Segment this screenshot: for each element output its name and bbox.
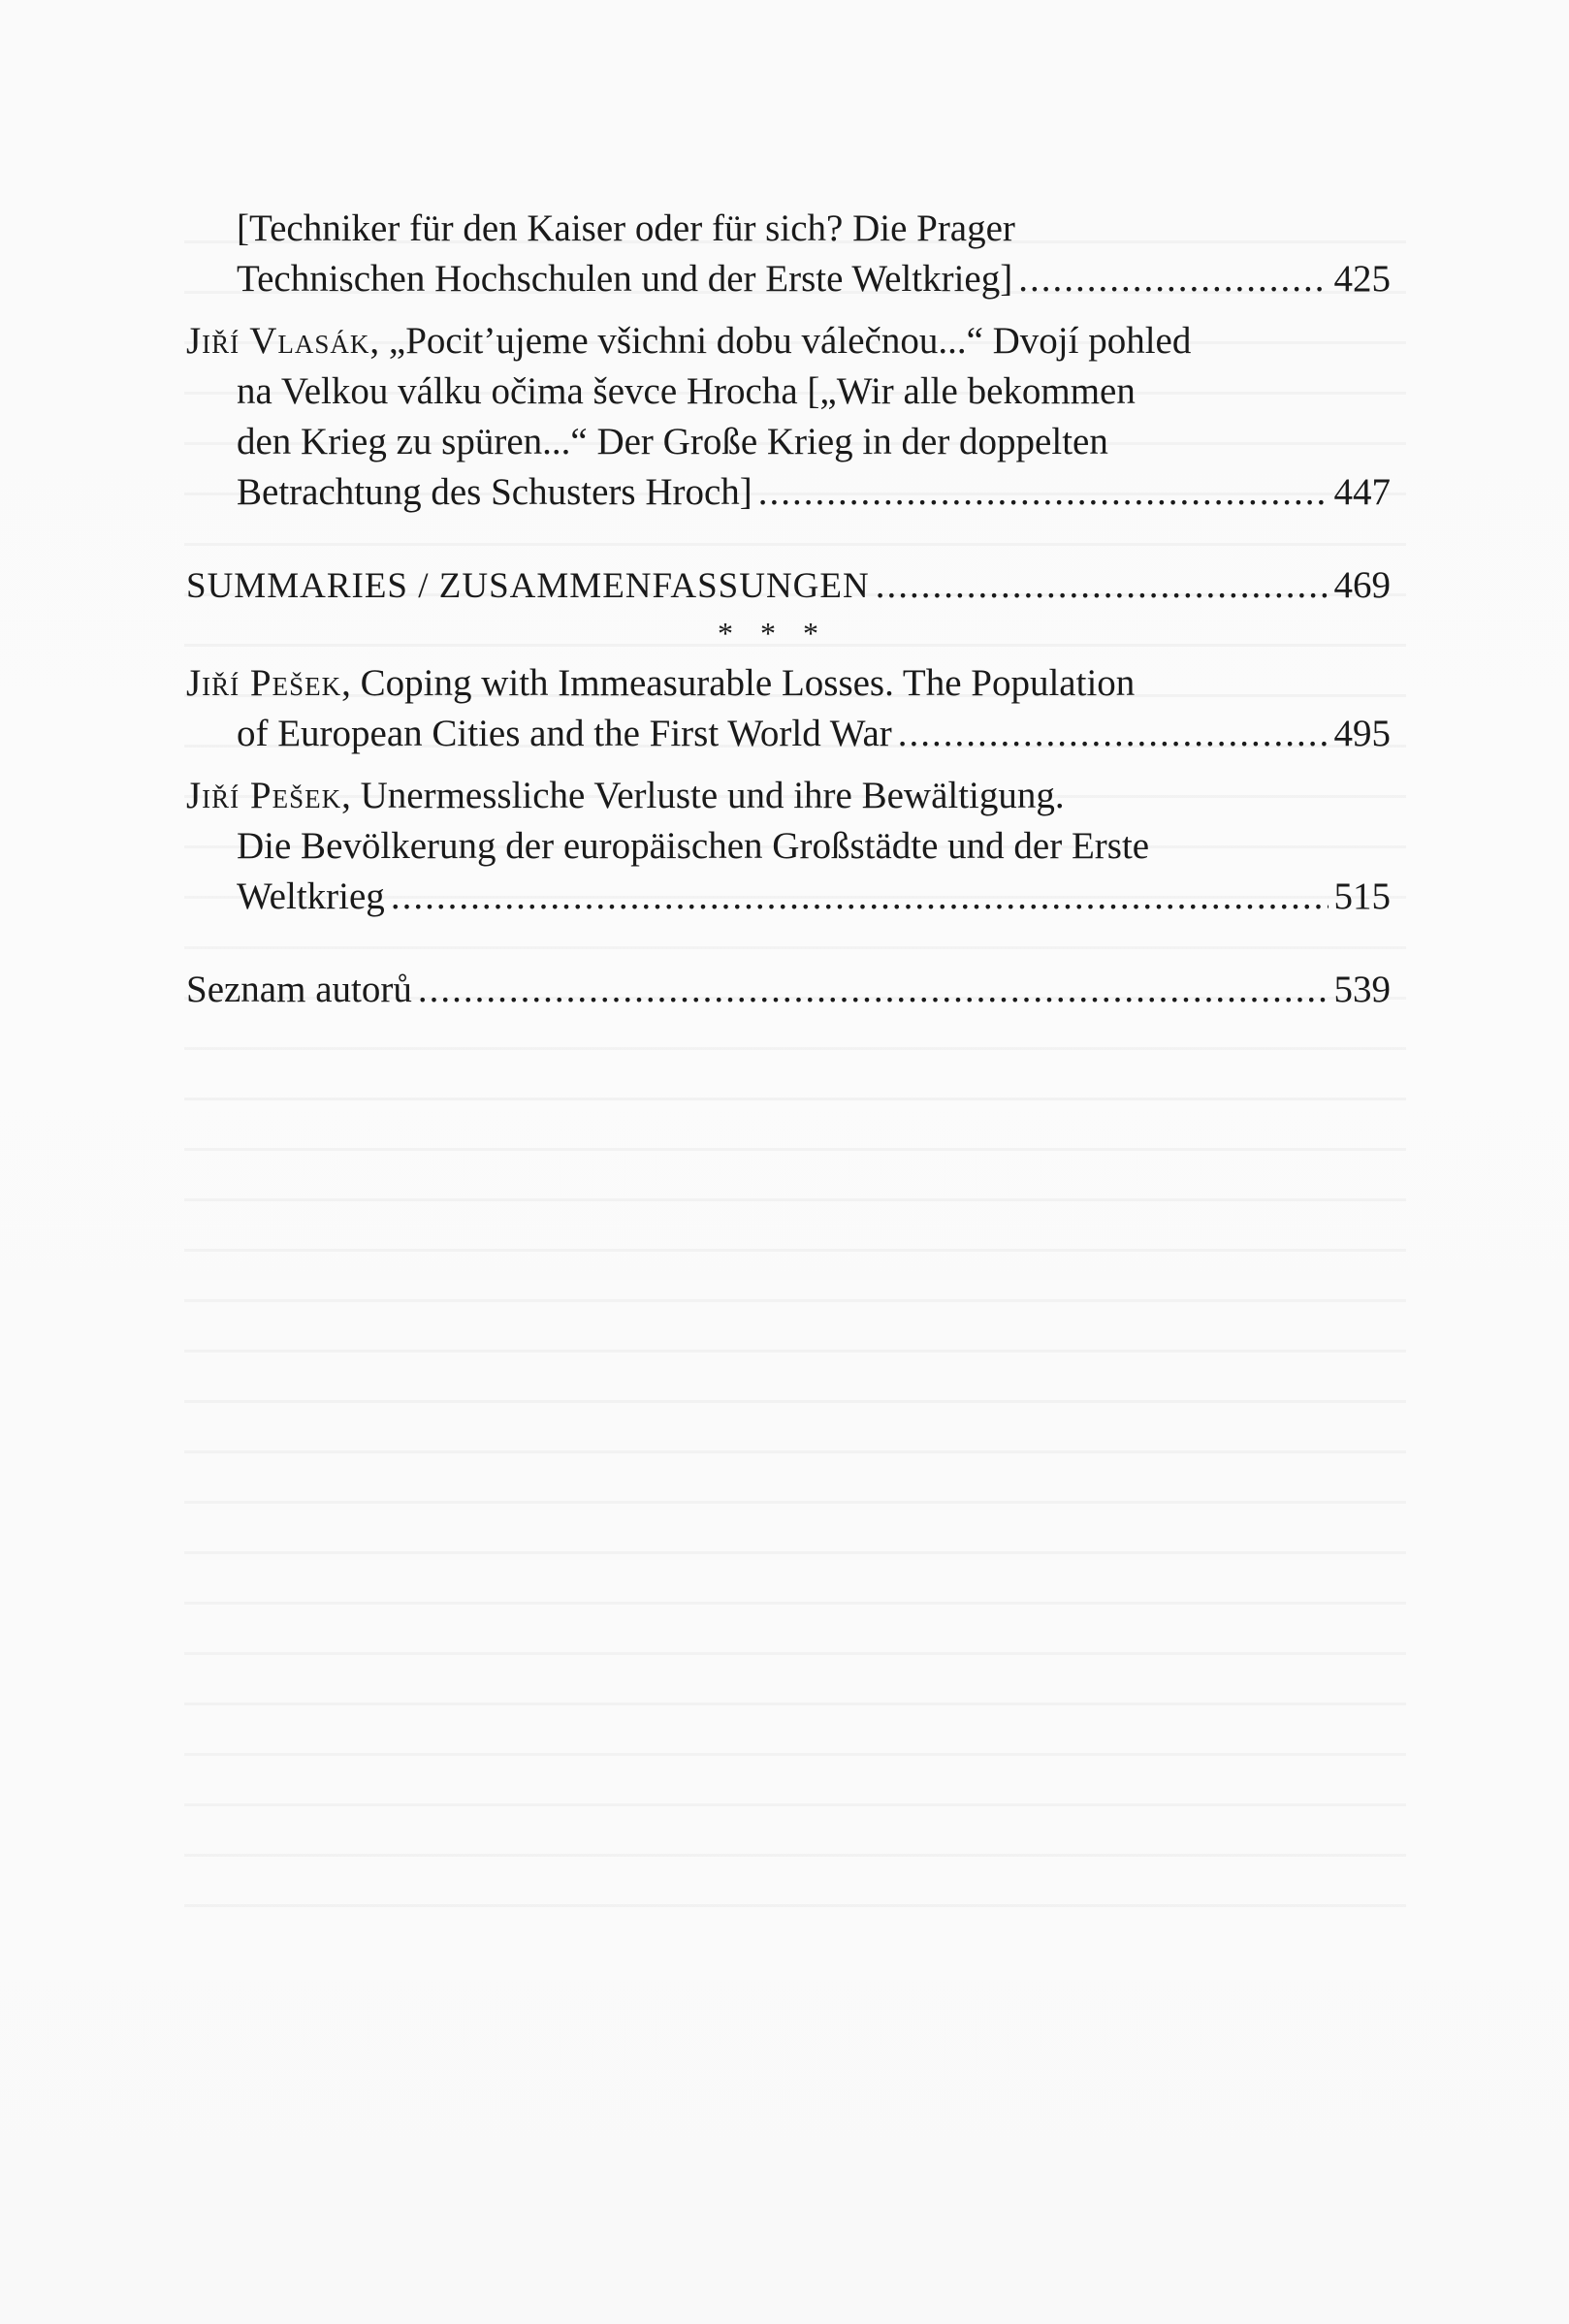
- toc-entry-last-line: [186, 872, 1398, 922]
- toc-entry-text: Seznam autorů: [186, 969, 412, 1010]
- toc-entry-pesek-en: [186, 658, 1398, 759]
- toc-entry-first-line: [186, 771, 1398, 821]
- page-number: 447: [1333, 471, 1391, 513]
- title-text: , „Pocit’ujeme všichni dobu válečnou...“ Dvojí pohled: [369, 320, 1192, 362]
- toc-entry-last-line: [186, 254, 1398, 304]
- page-number: 539: [1333, 969, 1391, 1010]
- author-name: Jiří Pešek: [186, 775, 342, 816]
- toc-entry-line: Die Bevölkerung der europäischen Großstädte und der Erste: [237, 825, 1150, 867]
- page-number: 469: [1333, 564, 1391, 606]
- page-number: 425: [1333, 258, 1391, 300]
- toc-entry-last-line: [186, 467, 1398, 518]
- toc-entry-line: [Techniker für den Kaiser oder für sich? Die Prager: [237, 207, 1015, 249]
- author-name: Jiří Vlasák: [186, 320, 370, 362]
- dot-leader: [876, 560, 1329, 611]
- title-text: , Coping with Immeasurable Losses. The Population: [341, 662, 1136, 704]
- toc-entry-first-line: [186, 316, 1398, 366]
- toc-entry-last-line: [186, 965, 1398, 1015]
- title-text: , Unermessliche Verluste und ihre Bewältigung.: [341, 775, 1065, 816]
- toc-entry-last-line: [186, 709, 1398, 759]
- toc-entry-text: Betrachtung des Schusters Hroch]: [237, 471, 752, 513]
- toc-entry-technicians: [186, 204, 1398, 304]
- page-number: 495: [1333, 713, 1391, 754]
- section-separator: * * *: [718, 616, 828, 651]
- page-number: 515: [1333, 875, 1391, 917]
- toc-section-heading: [186, 560, 1398, 612]
- table-of-contents: [186, 204, 1398, 1015]
- section-title: SUMMARIES / ZUSAMMENFASSUNGEN: [186, 566, 870, 606]
- toc-entry-text: Weltkrieg: [237, 875, 385, 917]
- toc-entry-text: of European Cities and the First World War: [237, 713, 892, 754]
- dot-leader: [898, 709, 1329, 759]
- toc-entry-line: na Velkou válku očima ševce Hrocha [„Wir alle bekommen: [237, 370, 1136, 412]
- toc-entry-first-line: [186, 658, 1398, 709]
- toc-entry-authors-list: [186, 965, 1398, 1015]
- dot-leader: [758, 467, 1329, 518]
- toc-entry-line: den Krieg zu spüren...“ Der Große Krieg in der doppelten: [237, 421, 1108, 462]
- toc-entry-pesek-de: [186, 771, 1398, 922]
- toc-entry-text: Technischen Hochschulen und der Erste Weltkrieg]: [237, 258, 1013, 300]
- toc-entry-summaries: [186, 560, 1398, 612]
- author-name: Jiří Pešek: [186, 662, 342, 704]
- dot-leader: [1018, 254, 1328, 304]
- dot-leader: [391, 872, 1329, 922]
- toc-entry-vlasak: [186, 316, 1398, 518]
- dot-leader: [418, 965, 1329, 1015]
